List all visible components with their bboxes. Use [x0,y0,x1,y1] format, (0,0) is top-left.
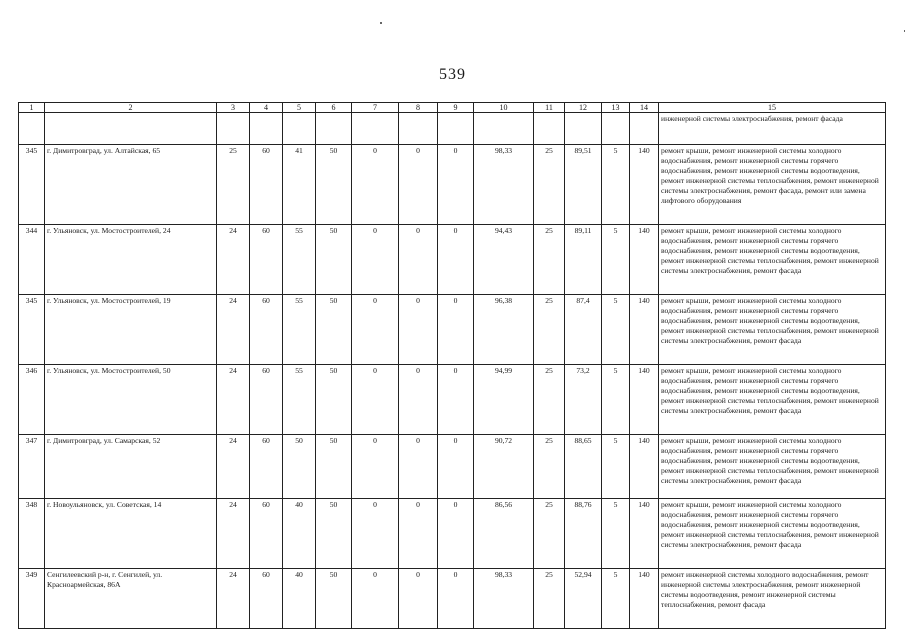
value-cell: 52,94 [565,569,602,629]
col-header: 14 [630,103,659,113]
value-cell: 0 [352,295,399,365]
value-cell: 5 [602,569,630,629]
value-cell: 60 [250,435,283,499]
value-cell: 140 [630,365,659,435]
table-row [19,365,886,435]
value-cell: 140 [630,145,659,225]
value-cell: 0 [352,225,399,295]
value-cell: 0 [399,225,438,295]
col-header: 7 [352,103,399,113]
value-cell: 25 [217,145,250,225]
row-number: 344 [19,225,45,295]
value-cell: 5 [602,435,630,499]
row-number: 348 [19,499,45,569]
address-cell: г. Димитровград, ул. Алтайская, 65 [45,145,217,225]
value-cell: 0 [438,295,474,365]
continuation-row [19,113,886,145]
value-cell: 40 [283,499,316,569]
col-header: 11 [534,103,565,113]
col-header: 1 [19,103,45,113]
works-cell: инженерной системы электроснабжения, ремонт фасада [659,113,886,145]
value-cell: 0 [438,365,474,435]
value-cell: 98,33 [474,569,534,629]
table-row [19,225,886,295]
address-cell: Сенгилеевский р-н, г. Сенгилей, ул. Красноармейская, 86А [45,569,217,629]
table-cell [250,113,283,145]
value-cell: 24 [217,569,250,629]
value-cell: 0 [399,569,438,629]
value-cell: 98,33 [474,145,534,225]
value-cell: 60 [250,499,283,569]
value-cell: 87,4 [565,295,602,365]
value-cell: 24 [217,435,250,499]
value-cell: 5 [602,365,630,435]
value-cell: 60 [250,365,283,435]
value-cell: 90,72 [474,435,534,499]
table-cell [565,113,602,145]
col-header: 12 [565,103,602,113]
table-cell [217,113,250,145]
value-cell: 24 [217,225,250,295]
value-cell: 0 [399,499,438,569]
value-cell: 50 [316,499,352,569]
address-cell: г. Ульяновск, ул. Мостостроителей, 24 [45,225,217,295]
table-cell [283,113,316,145]
col-header: 13 [602,103,630,113]
value-cell: 25 [534,145,565,225]
value-cell: 25 [534,225,565,295]
value-cell: 55 [283,225,316,295]
col-header: 2 [45,103,217,113]
col-header: 6 [316,103,352,113]
table-cell [352,113,399,145]
register-table [18,102,886,629]
scan-speck [380,22,382,24]
table-cell [534,113,565,145]
value-cell: 5 [602,295,630,365]
value-cell: 0 [438,145,474,225]
value-cell: 88,76 [565,499,602,569]
works-cell: ремонт инженерной системы холодного водоснабжения, ремонт инженерной системы электроснабжения, ремонт инженерной системы водоотведения, ремонт инженерной системы теплоснабжения, ремонт фасада [659,569,886,629]
value-cell: 50 [316,295,352,365]
address-cell: г. Новоульяновск, ул. Советская, 14 [45,499,217,569]
value-cell: 140 [630,225,659,295]
value-cell: 25 [534,569,565,629]
table-cell [45,113,217,145]
value-cell: 55 [283,365,316,435]
value-cell: 50 [283,435,316,499]
value-cell: 25 [534,499,565,569]
value-cell: 96,38 [474,295,534,365]
table-cell [19,113,45,145]
value-cell: 0 [399,435,438,499]
works-cell: ремонт крыши, ремонт инженерной системы холодного водоснабжения, ремонт инженерной системы горячего водоснабжения, ремонт инженерной системы водоотведения, ремонт инженерной системы теплоснабжения, ремонт инженерной системы электроснабжения, ремонт фасада [659,225,886,295]
value-cell: 140 [630,435,659,499]
value-cell: 0 [352,365,399,435]
col-header: 4 [250,103,283,113]
value-cell: 50 [316,365,352,435]
value-cell: 88,65 [565,435,602,499]
col-header: 8 [399,103,438,113]
value-cell: 25 [534,295,565,365]
value-cell: 24 [217,295,250,365]
page-number: 539 [439,66,466,83]
works-cell: ремонт крыши, ремонт инженерной системы холодного водоснабжения, ремонт инженерной системы горячего водоснабжения, ремонт инженерной системы водоотведения, ремонт инженерной системы теплоснабжения, ремонт инженерной системы электроснабжения, ремонт фасада [659,499,886,569]
value-cell: 24 [217,499,250,569]
row-number: 345 [19,145,45,225]
value-cell: 73,2 [565,365,602,435]
works-cell: ремонт крыши, ремонт инженерной системы холодного водоснабжения, ремонт инженерной системы горячего водоснабжения, ремонт инженерной системы водоотведения, ремонт инженерной системы теплоснабжения, ремонт инженерной системы электроснабжения, ремонт фасада [659,365,886,435]
row-number: 349 [19,569,45,629]
works-cell: ремонт крыши, ремонт инженерной системы холодного водоснабжения, ремонт инженерной системы горячего водоснабжения, ремонт инженерной системы водоотведения, ремонт инженерной системы теплоснабжения, ремонт инженерной системы электроснабжения, ремонт фасада [659,435,886,499]
value-cell: 0 [438,225,474,295]
value-cell: 5 [602,499,630,569]
value-cell: 89,11 [565,225,602,295]
value-cell: 50 [316,225,352,295]
value-cell: 0 [352,435,399,499]
value-cell: 0 [399,365,438,435]
table-cell [630,113,659,145]
value-cell: 0 [352,569,399,629]
value-cell: 25 [534,435,565,499]
table-cell [602,113,630,145]
value-cell: 0 [438,569,474,629]
table-cell [399,113,438,145]
value-cell: 40 [283,569,316,629]
table-row [19,295,886,365]
address-cell: г. Димитровград, ул. Самарская, 52 [45,435,217,499]
address-cell: г. Ульяновск, ул. Мостостроителей, 19 [45,295,217,365]
table-row [19,569,886,629]
table-row [19,499,886,569]
value-cell: 94,99 [474,365,534,435]
value-cell: 60 [250,225,283,295]
header-row [19,103,886,113]
value-cell: 5 [602,225,630,295]
value-cell: 60 [250,295,283,365]
col-header: 5 [283,103,316,113]
table-cell [474,113,534,145]
table-cell [438,113,474,145]
value-cell: 24 [217,365,250,435]
value-cell: 50 [316,145,352,225]
value-cell: 0 [352,145,399,225]
col-header: 9 [438,103,474,113]
value-cell: 140 [630,499,659,569]
value-cell: 0 [399,145,438,225]
value-cell: 140 [630,569,659,629]
works-cell: ремонт крыши, ремонт инженерной системы холодного водоснабжения, ремонт инженерной системы горячего водоснабжения, ремонт инженерной системы водоотведения, ремонт инженерной системы теплоснабжения, ремонт инженерной системы электроснабжения, ремонт фасада [659,295,886,365]
row-number: 347 [19,435,45,499]
value-cell: 0 [438,499,474,569]
value-cell: 140 [630,295,659,365]
table-cell [316,113,352,145]
value-cell: 94,43 [474,225,534,295]
works-cell: ремонт крыши, ремонт инженерной системы холодного водоснабжения, ремонт инженерной системы горячего водоснабжения, ремонт инженерной системы водоотведения, ремонт инженерной системы теплоснабжения, ремонт инженерной системы электроснабжения, ремонт фасада, ремонт или замена лифтового оборудования [659,145,886,225]
value-cell: 0 [352,499,399,569]
col-header: 15 [659,103,886,113]
value-cell: 60 [250,569,283,629]
value-cell: 0 [399,295,438,365]
value-cell: 60 [250,145,283,225]
value-cell: 86,56 [474,499,534,569]
col-header: 10 [474,103,534,113]
value-cell: 89,51 [565,145,602,225]
value-cell: 50 [316,569,352,629]
value-cell: 50 [316,435,352,499]
table-row [19,145,886,225]
col-header: 3 [217,103,250,113]
value-cell: 55 [283,295,316,365]
row-number: 345 [19,295,45,365]
value-cell: 41 [283,145,316,225]
value-cell: 5 [602,145,630,225]
row-number: 346 [19,365,45,435]
value-cell: 25 [534,365,565,435]
address-cell: г. Ульяновск, ул. Мостостроителей, 50 [45,365,217,435]
value-cell: 0 [438,435,474,499]
table-row [19,435,886,499]
